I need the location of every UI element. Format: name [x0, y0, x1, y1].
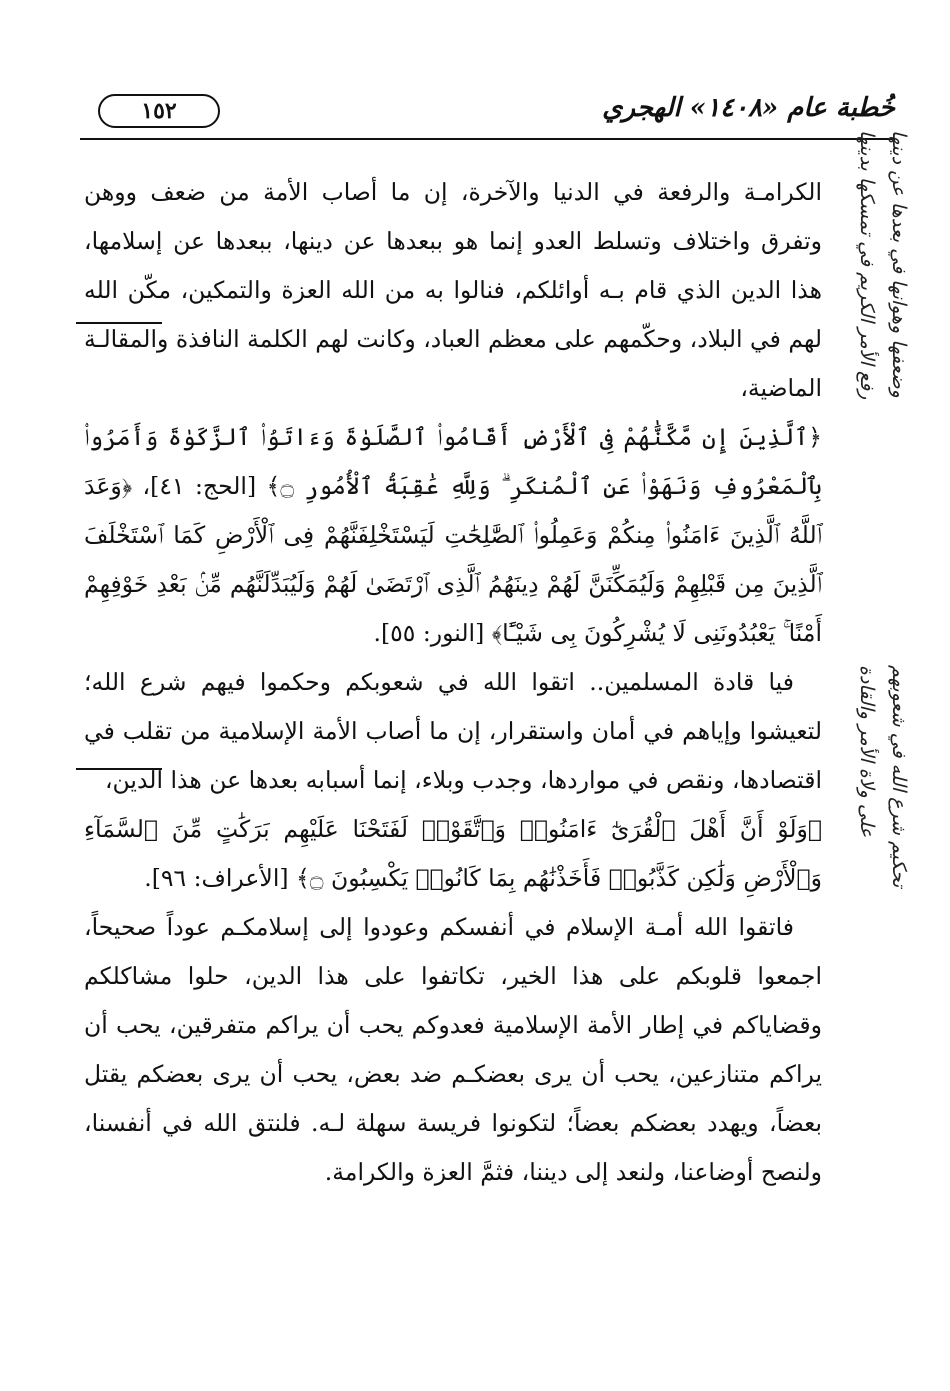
margin-note-4: تحكيم شرع الله في شعوبهم: [888, 665, 910, 888]
margin-note-2: وضعفها وهوانها في بعدها عن دينها: [888, 130, 910, 398]
quran-verse: ﴿ٱلَّذِينَ إِن مَّكَّنَّٰهُمْ فِى ٱلْأَرْضِ أَقَامُوا۟ ٱلصَّلَوٰةَ وَءَاتَوُا۟ ٱلزَّكَوٰةَ وَأَمَرُوا۟ بِٱلْمَعْرُوفِ وَنَهَوْا۟ عَنِ ٱلْمُنكَرِ ۗ وَلِلَّهِ عَٰقِبَةُ ٱلْأُمُورِ ۝﴾ [الحج: ٤١]، ﴿وَعَدَ ٱللَّهُ ٱلَّذِينَ ءَامَنُوا۟ مِنكُمْ وَعَمِلُوا۟ ٱلصَّٰلِحَٰتِ لَيَسْتَخْلِفَنَّهُمْ فِى ٱلْأَرْضِ كَمَا ٱسْتَخْلَفَ ٱلَّذِينَ مِن قَبْلِهِمْ وَلَيُمَكِّنَنَّ لَهُمْ دِينَهُمُ ٱلَّذِى ٱرْتَضَىٰ لَهُمْ وَلَيُبَدِّلَنَّهُم مِّنۢ بَعْدِ خَوْفِهِمْ أَمْنًا ۚ يَعْبُدُونَنِى لَا يُشْرِكُونَ بِى شَيْـًٔا﴾ [النور: ٥٥].: [84, 423, 823, 647]
margin-note-1: رفع الأمر الكريم في تمسكها بدينها: [856, 130, 878, 400]
paragraph: فيا قادة المسلمين.. اتقوا الله في شعوبكم وحكموا فيهم شرع الله؛ لتعيشوا وإياهم في أمان واستقرار، إن ما أصاب الأمة الإسلامية من تقلب في اقتصادها، ونقص في مواردها، وجدب وبلاء، إنما أسبابه بعدها عن هذا الدين،: [84, 668, 822, 794]
paragraph: فاتقوا الله أمـة الإسلام في أنفسكم وعودوا إلى إسلامكـم عوداً صحيحاً، اجمعوا قلوبكم على هذا الخير، تكاتفوا على هذا الدين، حلوا مشاكلكم وقضاياكم في إطار الأمة الإسلامية فعدوكم يحب أن يراكم متفرقين، يحب أن يراكم متنازعين، يحب أن يرى بعضكـم ضد بعض، يحب أن يرى بعضكم يقتل بعضاً، ويهدد بعضكم بعضاً؛ لتكونوا فريسة سهلة لـه. فلنتق الله في أنفسنا، ولنصح أوضاعنا، ولنعد إلى ديننا، فثمَّ العزة والكرامة.: [84, 913, 822, 1186]
main-text: [84, 168, 822, 1197]
header-rule: [80, 138, 895, 140]
paragraph: الكرامـة والرفعة في الدنيا والآخرة، إن ما أصاب الأمة من ضعف ووهن وتفرق واختلاف وتسلط العدو إنما هو ببعدها عن دينها، ببعدها عن إسلامها، هذا الدين الذي قام بـه أوائلكم، فنالوا به من الله العزة والتمكين، مكّن الله لهم في البلاد، وحكّمهم على معظم العباد، وكانت لهم الكلمة النافذة والمقالـة الماضية،: [84, 178, 822, 402]
running-title: خُطبة عام «١٤٠٨» الهجري: [602, 93, 895, 123]
quran-verse: ﴿وَلَوْ أَنَّ أَهْلَ ٱلْقُرَىٰٓ ءَامَنُوا۟ وَٱتَّقَوْا۟ لَفَتَحْنَا عَلَيْهِم بَرَكَٰتٍ مِّنَ ٱلسَّمَآءِ وَٱلْأَرْضِ وَلَٰكِن كَذَّبُوا۟ فَأَخَذْنَٰهُم بِمَا كَانُوا۟ يَكْسِبُونَ ۝﴾ [الأعراف: ٩٦].: [84, 815, 822, 892]
margin-note-3: على ولاة الأمر والقادة: [856, 665, 878, 838]
page-header: [80, 88, 895, 138]
page-number: ١٥٢: [98, 94, 220, 128]
